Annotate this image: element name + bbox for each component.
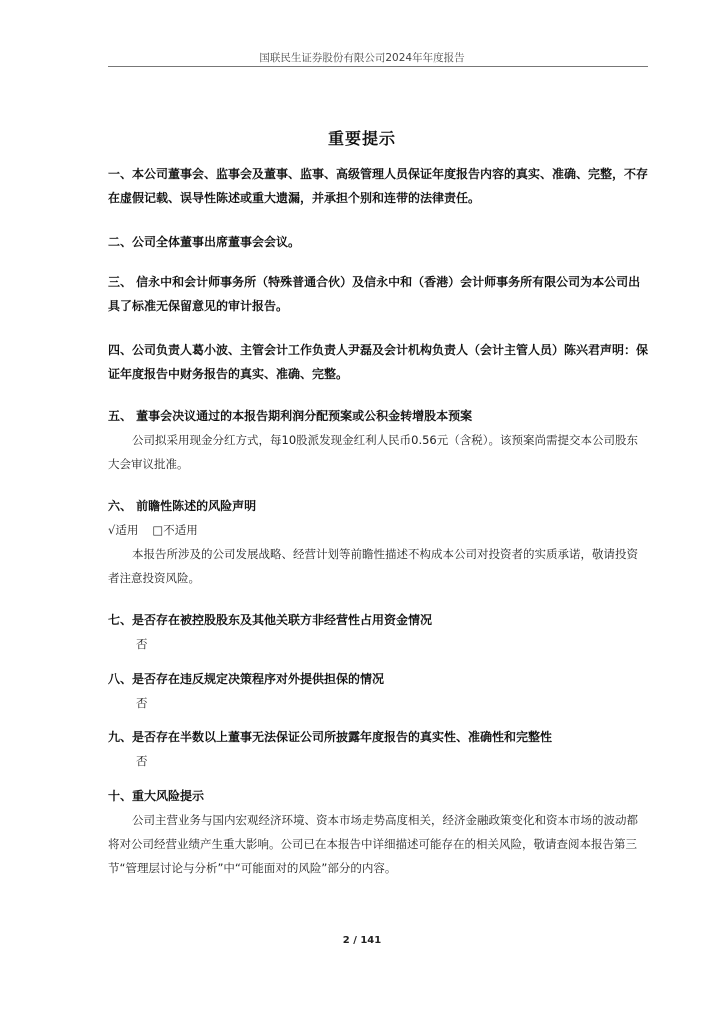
section-5-body: 公司拟采用现金分红方式，每10股派发现金红利人民币0.56元（含税）。该预案尚需提交本公司股东大会审议批准。	[108, 433, 638, 471]
section-1-heading: 一、本公司董事会、监事会及董事、监事、高级管理人员保证年度报告内容的真实、准确、完整，不存在虚假记载、误导性陈述或重大遗漏，并承担个别和连带的法律责任。	[108, 167, 649, 205]
section-1	[108, 162, 648, 210]
section-6-body: 本报告所涉及的公司发展战略、经营计划等前瞻性描述不构成本公司对投资者的实质承诺，敬请投资者注意投资风险。	[108, 547, 638, 585]
section-10-heading: 十、重大风险提示	[108, 789, 205, 803]
checkbox-not-applicable: □不适用	[152, 523, 198, 537]
section-8-answer: 否	[136, 696, 148, 710]
section-3-heading: 三、 信永中和会计师事务所（特殊普通合伙）及信永中和（香港）会计师事务所有限公司为本公司出具了标准无保留意见的审计报告。	[108, 275, 641, 313]
section-4-heading: 四、公司负责人葛小波、主管会计工作负责人尹磊及会计机构负责人（会计主管人员）陈兴君声明：保证年度报告中财务报告的真实、准确、完整。	[108, 343, 649, 381]
section-9-heading: 九、是否存在半数以上董事无法保证公司所披露年度报告的真实性、准确性和完整性	[108, 730, 553, 744]
section-10-body: 公司主营业务与国内宏观经济环境、资本市场走势高度相关，经济金融政策变化和资本市场的波动都将对公司经营业绩产生重大影响。公司已在本报告中详细描述可能存在的相关风险，敬请查阅本报告第三节“管理层讨论与分析”中“可能面对的风险”部分的内容。	[108, 813, 638, 875]
section-7-answer: 否	[136, 637, 148, 651]
section-9-answer: 否	[136, 754, 148, 768]
section-9	[108, 725, 648, 773]
section-6	[108, 494, 648, 590]
applicability-options	[108, 518, 648, 542]
checkbox-applicable: √适用	[108, 523, 139, 537]
page-title: 重要提示	[327, 129, 396, 148]
section-7-heading: 七、是否存在被控股股东及其他关联方非经营性占用资金情况	[108, 613, 433, 627]
section-3	[108, 270, 648, 318]
section-8-heading: 八、是否存在违反规定决策程序对外提供担保的情况	[108, 672, 385, 686]
page-number: 2 / 141	[342, 935, 382, 946]
section-5-heading: 五、 董事会决议通过的本报告期利润分配预案或公积金转增股本预案	[108, 409, 473, 423]
section-8	[108, 667, 648, 715]
section-4	[108, 338, 648, 386]
section-2	[108, 230, 648, 254]
page-header: 国联民生证券股份有限公司2024年年度报告	[259, 52, 465, 64]
section-10	[108, 784, 648, 880]
section-2-heading: 二、公司全体董事出席董事会会议。	[108, 235, 301, 249]
header-divider	[108, 66, 648, 67]
section-6-heading: 六、 前瞻性陈述的风险声明	[108, 499, 257, 513]
section-5	[108, 404, 648, 476]
section-7	[108, 608, 648, 656]
